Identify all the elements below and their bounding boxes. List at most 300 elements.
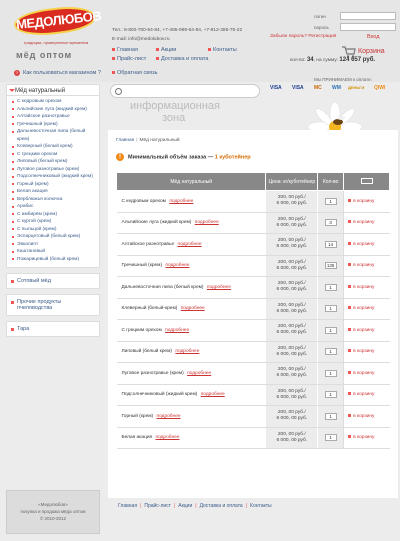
product-name-cell (117, 277, 266, 299)
warning-icon: ! (116, 153, 124, 161)
details-link[interactable]: подробнее (169, 198, 194, 204)
quantity-input[interactable]: 1 (325, 413, 337, 420)
sidebar-item[interactable] (7, 143, 99, 151)
sidebar (6, 84, 100, 337)
price-per-kg: 200, 00 руб./ (277, 324, 306, 330)
add-to-cart-label: в корзину (353, 306, 375, 312)
price-per-kg: 200, 00 руб./ (277, 238, 306, 244)
logo-badge: МЕДОЛЮБОВ (13, 4, 97, 38)
min-order-notice (116, 153, 251, 161)
nav-contacts-label: Контакты (213, 47, 237, 53)
sidebar-item-label: Верблюжья колючка (17, 196, 63, 202)
sidebar-item-label: С пыльцой (крем) (17, 226, 57, 232)
bullet-icon (348, 435, 351, 438)
footer-nav-pricelist[interactable]: Прайс-лист (144, 503, 171, 509)
bullet-icon (11, 301, 14, 304)
bullet-icon (348, 371, 351, 374)
nav-home-label: Главная (117, 47, 138, 53)
details-link[interactable]: подробнее (175, 349, 200, 355)
price-per-kg: 200, 00 руб./ (277, 195, 306, 201)
sidebar-item[interactable] (7, 181, 99, 189)
bullet-icon (12, 168, 14, 170)
nav-delivery[interactable] (156, 56, 208, 62)
add-to-cart-link[interactable] (344, 320, 390, 342)
table-row (117, 298, 390, 320)
sidebar-item[interactable] (7, 241, 99, 249)
faq-label: Как пользоваться магазином ? (23, 70, 101, 76)
add-to-cart-link[interactable] (344, 363, 390, 385)
add-to-cart-link[interactable] (344, 255, 390, 277)
sidebar-item-label: Пожарицевый (белый крем) (17, 256, 80, 262)
price-cell (266, 298, 318, 320)
price-per-container: 6 000, 00 руб. (276, 244, 308, 250)
bullet-icon (12, 161, 14, 163)
payment-logos (270, 85, 396, 93)
bullet-icon (12, 191, 14, 193)
table-row (117, 363, 390, 385)
bullet-icon (11, 280, 14, 283)
bullet-icon (112, 71, 115, 74)
price-cell (266, 212, 318, 234)
qty-cell (318, 427, 344, 449)
table-row (117, 277, 390, 299)
min-order-text: Минимальный объём заказа — (128, 154, 214, 161)
product-name-cell (117, 191, 266, 213)
footer-nav-contacts[interactable]: Контакты (250, 503, 272, 509)
cart-count: 34 (306, 57, 314, 63)
footer-title: «Медолюбов» (38, 502, 68, 507)
sidebar-item-label: Горный (крем) (17, 181, 49, 187)
details-link[interactable]: подробнее (156, 413, 181, 419)
info-zone-line: зона (162, 112, 186, 124)
sidebar-item[interactable] (7, 151, 99, 159)
bullet-icon (12, 131, 14, 133)
bullet-icon (348, 285, 351, 288)
login-label: логин (314, 14, 326, 19)
quantity-input[interactable]: 14 (325, 241, 337, 248)
price-per-container: 6 000, 00 руб. (276, 265, 308, 271)
bullet-icon (348, 349, 351, 352)
add-to-cart-link[interactable] (344, 384, 390, 406)
details-link[interactable]: подробнее (180, 306, 205, 312)
qty-cell (318, 277, 344, 299)
product-name-cell (117, 427, 266, 449)
details-link[interactable]: подробнее (155, 435, 180, 441)
price-per-kg: 200, 00 руб./ (277, 367, 306, 373)
sidebar-item[interactable] (7, 211, 99, 219)
header-name: Мёд натуральный (117, 173, 266, 191)
info-zone-line: информационная (130, 100, 220, 112)
product-name-cell (117, 255, 266, 277)
add-to-cart-label: в корзину (353, 241, 375, 247)
sidebar-item-label: Луговое разнотравье (крем) (17, 166, 80, 172)
quantity-input[interactable]: 1 (325, 391, 337, 398)
product-name-cell (117, 384, 266, 406)
sidebar-item-label: Дальневосточная липа (белый крем) (17, 129, 86, 142)
bullet-icon (12, 228, 14, 230)
product-name-cell (117, 298, 266, 320)
add-to-cart-label: в корзину (353, 435, 375, 441)
table-row (117, 341, 390, 363)
add-to-cart-link[interactable] (344, 277, 390, 299)
price-table (116, 172, 390, 449)
product-name: Дальневосточная липа (белый крем) (121, 284, 204, 290)
nav-promo-label: Акции (161, 47, 177, 53)
product-name: Гречишный (крем) (121, 263, 163, 269)
footer-nav-separator: | (195, 503, 197, 509)
footer-nav-separator: | (173, 503, 176, 509)
add-to-cart-label: в корзину (353, 413, 375, 419)
bullet-icon (12, 213, 14, 215)
price-per-container: 6 000, 00 руб. (276, 351, 308, 357)
add-to-cart-label: в корзину (353, 370, 375, 376)
bullet-icon (12, 198, 14, 200)
bullet-icon (12, 251, 14, 253)
sidebar-item-label: С имбирём (крем) (17, 211, 58, 217)
bullet-icon (12, 101, 14, 103)
sidebar-item[interactable] (7, 121, 99, 129)
login-form (314, 12, 396, 34)
cart-label: Корзина (358, 48, 385, 55)
quantity-input[interactable]: 1 (325, 305, 337, 312)
bullet-icon (12, 176, 14, 178)
bullet-icon (12, 243, 14, 245)
product-name-cell (117, 341, 266, 363)
price-cell (266, 384, 318, 406)
product-name: Альпийские луга (жидкий крем) (121, 220, 192, 226)
qty-cell (318, 212, 344, 234)
feedback-link[interactable] (112, 70, 158, 76)
info-zone (130, 100, 220, 124)
price-per-container: 6 000, 00 руб. (276, 373, 308, 379)
sidebar-item-label: Эспарцетовый (белый крем) (17, 234, 81, 239)
table-header-row (117, 173, 390, 191)
table-row (117, 255, 390, 277)
sidebar-item-label: Эвкалипт (17, 241, 39, 247)
sidebar-item[interactable] (7, 218, 99, 226)
product-name-cell (117, 320, 266, 342)
quantity-input[interactable]: 1 (325, 198, 337, 205)
qty-cell (318, 363, 344, 385)
nav-home[interactable] (112, 47, 138, 53)
footer-nav-home[interactable]: Главная (118, 503, 138, 509)
product-name: Горный (крем) (121, 413, 154, 419)
add-to-cart-link[interactable] (344, 191, 390, 213)
quantity-input[interactable]: 1 (325, 327, 337, 334)
sidebar-item-label: С кедровым орехом (17, 99, 62, 104)
product-name: Клеверный (белый-крем) (121, 306, 178, 312)
add-to-cart-label: в корзину (353, 392, 375, 398)
bullet-icon (156, 57, 159, 60)
price-per-container: 6 000, 00 руб. (276, 330, 308, 336)
table-row (117, 406, 390, 428)
sidebar-item-label: С кургой (крем) (17, 219, 52, 224)
price-cell (266, 341, 318, 363)
footer-box (6, 490, 100, 534)
quantity-input[interactable]: 1 (325, 348, 337, 355)
table-row (117, 427, 390, 449)
breadcrumb-separator: | (136, 138, 138, 143)
bullet-icon (11, 328, 14, 331)
sidebar-item[interactable] (7, 233, 99, 241)
nav-delivery-label: Доставка и оплата (161, 56, 209, 62)
qty-cell (318, 298, 344, 320)
table-row (117, 320, 390, 342)
add-to-cart-link[interactable] (344, 212, 390, 234)
footer-subtitle: покупка и продажа мёда оптом (20, 509, 86, 514)
details-link[interactable]: подробнее (177, 241, 202, 247)
bullet-icon (12, 221, 14, 223)
footer-nav-promo[interactable]: Акции (178, 503, 193, 509)
cart-sum-prefix: , на сумму: (313, 58, 340, 63)
quantity-input[interactable]: 3 (325, 219, 337, 226)
header-qty: Кол-во (318, 173, 344, 191)
footer-copyright: © 2010-2012 (39, 516, 67, 521)
sidebar-block-honeycomb[interactable] (6, 273, 100, 289)
header-cart (344, 173, 390, 191)
cart-info (290, 57, 375, 63)
price-per-kg: 200, 00 руб./ (277, 388, 306, 394)
sidebar-item[interactable] (7, 256, 99, 264)
price-per-kg: 200, 00 руб./ (277, 345, 306, 351)
email[interactable]: E-mail: info@medolubov.ru (112, 37, 170, 42)
login-button[interactable]: Вход (367, 34, 380, 40)
quantity-input[interactable]: 1 (325, 284, 337, 291)
price-cell (266, 320, 318, 342)
nav-promo[interactable] (156, 47, 176, 53)
qty-cell (318, 255, 344, 277)
footer-nav-separator: | (140, 503, 142, 509)
bullet-icon (348, 242, 351, 245)
table-body (117, 191, 390, 449)
login-input[interactable] (340, 12, 396, 20)
password-input[interactable] (340, 23, 396, 31)
contacts (112, 26, 242, 44)
sidebar-item-label: С грецким орехом (17, 151, 58, 157)
nav-pricelist-label: Прайс-лист (117, 56, 147, 62)
sidebar-head[interactable] (6, 84, 100, 96)
sidebar-block-tara[interactable] (6, 321, 100, 337)
sidebar-item[interactable] (7, 173, 99, 181)
table-row (117, 384, 390, 406)
sidebar-block-label: Тара (17, 326, 30, 332)
price-per-container: 6 000, 00 руб. (276, 201, 308, 207)
price-cell (266, 406, 318, 428)
webmoney-logo: WM (332, 85, 341, 91)
quantity-input[interactable]: 135 (325, 262, 337, 269)
add-to-cart-label: в корзину (353, 220, 375, 226)
price-per-kg: 200, 00 руб./ (277, 431, 306, 437)
phones: Тел.: 8-800-700-94-84, +7-495-989-64-84, +7-812-385-75-22 (112, 28, 243, 33)
qty-cell (318, 234, 344, 256)
nav-contacts[interactable] (208, 47, 237, 53)
product-name: Липовый (белый крем) (121, 349, 172, 355)
details-link[interactable]: подробнее (165, 327, 190, 333)
logo[interactable] (8, 4, 102, 68)
bullet-icon (112, 57, 115, 60)
password-label: пароль (314, 25, 329, 30)
cart-count-prefix: кол-во: (290, 58, 307, 63)
sidebar-item-label: Липовый (белый крем) (17, 159, 68, 164)
add-to-cart-link[interactable] (344, 341, 390, 363)
bullet-icon (348, 199, 351, 202)
footer-nav-separator: | (245, 503, 248, 509)
price-per-container: 6 000, 00 руб. (276, 416, 308, 422)
price-per-container: 6 000, 00 руб. (276, 308, 308, 314)
sidebar-item[interactable] (7, 128, 99, 143)
sidebar-item-label: Алтайское разнотравье (17, 114, 70, 119)
bullet-icon (12, 116, 14, 118)
breadcrumb-current: Мёд натуральный (139, 138, 180, 143)
sidebar-item[interactable] (7, 113, 99, 121)
mastercard-logo: MC (314, 85, 322, 91)
sidebar-item[interactable] (7, 106, 99, 114)
breadcrumb-home[interactable]: Главная (116, 138, 135, 143)
table-row (117, 212, 390, 234)
footer-nav-delivery[interactable]: Доставка и оплата (199, 503, 243, 509)
details-link[interactable]: подробнее (206, 284, 231, 290)
bullet-icon (12, 146, 14, 148)
cart-icon (361, 178, 373, 184)
price-per-container: 6 000, 00 руб. (276, 394, 308, 400)
price-per-kg: 200, 00 руб./ (277, 281, 306, 287)
bullet-icon (348, 263, 351, 266)
add-to-cart-label: в корзину (353, 284, 375, 290)
price-cell (266, 363, 318, 385)
breadcrumb (116, 138, 180, 143)
sidebar-item[interactable] (7, 226, 99, 234)
product-name: Алтайское разнотравье (121, 241, 175, 247)
logo-subtitle: мёд оптом (16, 50, 73, 60)
qty-cell (318, 191, 344, 213)
sidebar-item-label: Подсолнечниковый (жидкий крем) (17, 174, 93, 179)
add-to-cart-label: в корзину (353, 349, 375, 355)
sidebar-list (6, 96, 100, 268)
price-cell (266, 234, 318, 256)
bullet-icon (348, 414, 351, 417)
faq-link[interactable] (14, 70, 101, 76)
bullet-icon (12, 153, 14, 155)
bullet-icon (348, 306, 351, 309)
add-to-cart-label: в корзину (353, 327, 375, 333)
sidebar-head-label: Мёд натуральный (15, 88, 66, 94)
payments-title: Мы ПРИНИМАЕМ к оплате: (314, 77, 372, 82)
search-input[interactable] (110, 84, 260, 98)
add-to-cart-label: в корзину (353, 263, 375, 269)
bullet-icon (348, 392, 351, 395)
add-to-cart-link[interactable] (344, 406, 390, 428)
sidebar-block-label: Сотовый мёд (17, 278, 51, 284)
product-name: С грецким орехом (121, 327, 162, 333)
sidebar-item-label: Арабис (17, 204, 34, 209)
forgot-register-links[interactable]: Забыли пароль? Регистрация (270, 34, 337, 39)
bullet-icon (348, 220, 351, 223)
sidebar-item-label: Каштановый (17, 249, 46, 254)
add-to-cart-link[interactable] (344, 427, 390, 449)
visa-logo: VISA (270, 85, 282, 91)
add-to-cart-link[interactable] (344, 298, 390, 320)
qty-cell (318, 384, 344, 406)
price-per-kg: 200, 00 руб./ (277, 410, 306, 416)
footer-nav (118, 503, 272, 509)
table-row (117, 191, 390, 213)
sidebar-block-other[interactable] (6, 294, 100, 316)
price-per-kg: 200, 00 руб./ (277, 302, 306, 308)
sidebar-item-label: Альпийские луга (жидкий крем) (17, 106, 87, 112)
product-name: Белая акация (121, 435, 153, 441)
qty-cell (318, 341, 344, 363)
sidebar-block-label: Прочие продукты пчеловодства (17, 299, 62, 311)
price-per-kg: 200, 00 руб./ (277, 216, 306, 222)
product-name-cell (117, 363, 266, 385)
price-per-container: 6 000, 00 руб. (276, 437, 308, 443)
nav-pricelist[interactable] (112, 56, 146, 62)
sidebar-item[interactable] (7, 188, 99, 196)
price-per-container: 6 000, 00 руб. (276, 287, 308, 293)
sidebar-item[interactable] (7, 203, 99, 211)
bullet-icon (12, 123, 14, 125)
header-price: Цена: кг/куботейнер (266, 173, 318, 191)
product-name-cell (117, 234, 266, 256)
bullet-icon (208, 48, 211, 51)
qty-cell (318, 406, 344, 428)
product-name: С кедровым орехом (121, 198, 166, 204)
quantity-input[interactable]: 1 (325, 434, 337, 441)
sidebar-item[interactable] (7, 158, 99, 166)
details-link[interactable]: подробнее (194, 220, 219, 226)
visa-electron-logo: VISA (292, 85, 304, 91)
bullet-icon (12, 183, 14, 185)
main-content (108, 130, 398, 498)
yandex-money-logo: ДЕНЬГИ (348, 85, 365, 90)
price-cell (266, 427, 318, 449)
sidebar-item[interactable] (7, 248, 99, 256)
header (0, 0, 400, 82)
add-to-cart-link[interactable] (344, 234, 390, 256)
bullet-icon (12, 206, 14, 208)
details-link[interactable]: подробнее (200, 392, 225, 398)
table-row (117, 234, 390, 256)
price-cell (266, 191, 318, 213)
details-link[interactable]: подробнее (165, 263, 190, 269)
qty-cell (318, 320, 344, 342)
feedback-label: Обратная связь (117, 70, 158, 76)
bullet-icon (156, 48, 159, 51)
sidebar-item[interactable] (7, 196, 99, 204)
triangle-down-icon (9, 89, 15, 92)
sidebar-item-label: Клеверный (белый крем) (17, 144, 73, 149)
price-cell (266, 277, 318, 299)
search-icon (115, 88, 122, 95)
logo-tagline: традиции, проверенные временем (23, 40, 89, 45)
bullet-icon (12, 258, 14, 260)
price-per-kg: 200, 00 руб./ (277, 259, 306, 265)
sidebar-item[interactable] (7, 166, 99, 174)
sidebar-item-label: Гречишный (крем) (17, 121, 58, 127)
sidebar-item-label: Белая акация (17, 189, 48, 194)
min-order-value: 1 куботейнер (214, 154, 251, 161)
price-per-container: 6 000, 00 руб. (276, 222, 308, 228)
bullet-icon (12, 108, 14, 110)
price-cell (266, 255, 318, 277)
quantity-input[interactable]: 1 (325, 370, 337, 377)
bullet-icon (348, 328, 351, 331)
qiwi-logo: QIWI (374, 85, 386, 91)
details-link[interactable]: подробнее (187, 370, 212, 376)
bullet-icon (12, 236, 14, 238)
sidebar-item[interactable] (7, 98, 99, 106)
cart-sum: 124 657 руб. (339, 57, 376, 63)
